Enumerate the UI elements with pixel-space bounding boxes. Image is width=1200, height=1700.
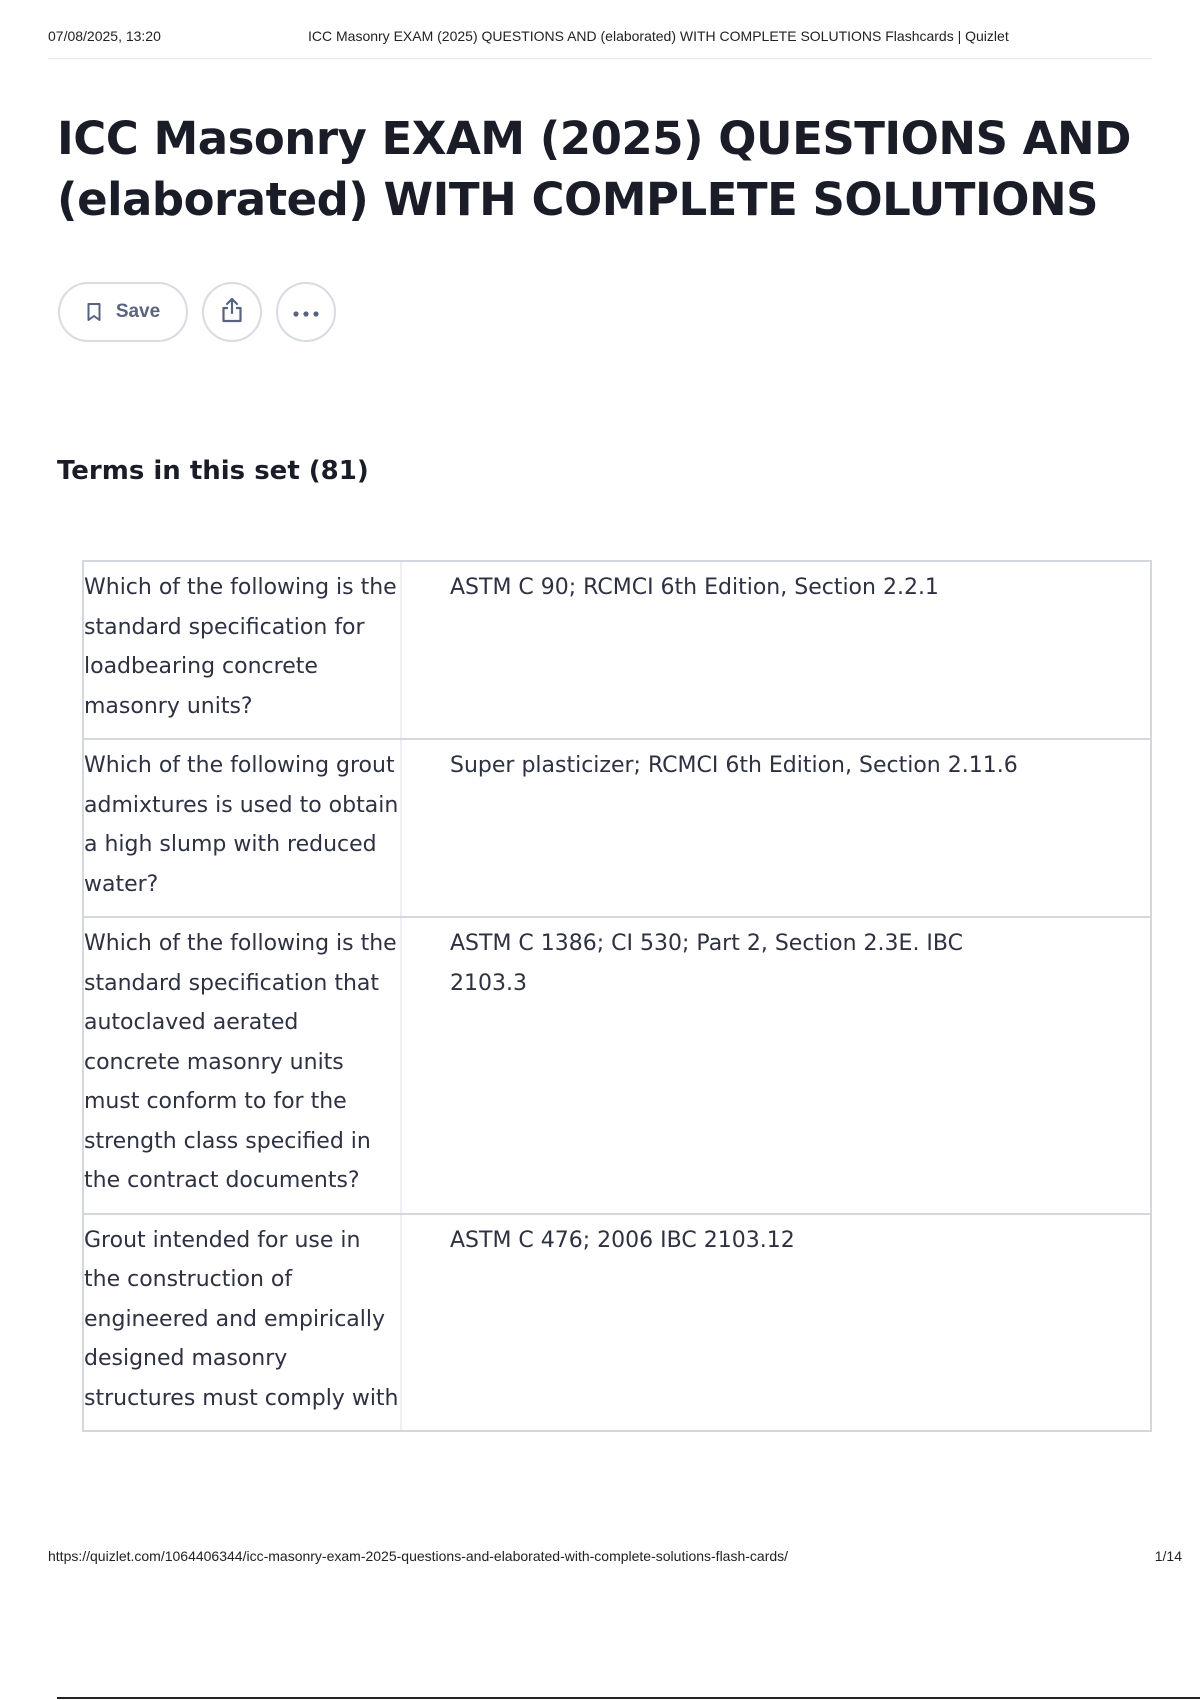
set-actions	[58, 282, 336, 342]
bookmark-icon	[86, 302, 102, 322]
save-button[interactable]	[58, 282, 188, 342]
page-bottom-divider	[57, 1697, 1200, 1699]
share-button[interactable]	[202, 282, 262, 342]
more-options-button[interactable]	[276, 282, 336, 342]
term-answer: ASTM C 476; 2006 IBC 2103.12	[450, 1227, 795, 1253]
print-footer	[48, 1548, 1182, 1570]
term-answer: ASTM C 1386; CI 530; Part 2, Section 2.3E. IBC 2103.3	[450, 931, 963, 996]
print-header	[48, 28, 1152, 52]
header-divider	[48, 58, 1152, 59]
save-button-label: Save	[115, 301, 161, 322]
term-question: Grout intended for use in the construction of engineered and empirically designed masonry structures must comply with	[84, 1215, 402, 1431]
terms-list	[82, 560, 1152, 1432]
page-title: ICC Masonry EXAM (2025) QUESTIONS AND (elaborated) WITH COMPLETE SOLUTIONS	[57, 112, 1132, 226]
page-number: 1/14	[1154, 1548, 1182, 1564]
more-horizontal-icon	[292, 303, 320, 322]
term-row	[84, 916, 1150, 1213]
print-document-title: ICC Masonry EXAM (2025) QUESTIONS AND (elaborated) WITH COMPLETE SOLUTIONS Flashcards | Quizlet	[308, 28, 1009, 44]
page-url: https://quizlet.com/1064406344/icc-masonry-exam-2025-questions-and-elaborated-with-complete-solutions-flash-cards/	[48, 1548, 789, 1564]
term-row	[84, 1213, 1150, 1431]
term-row	[84, 738, 1150, 916]
term-answer: ASTM C 90; RCMCI 6th Edition, Section 2.2.1	[450, 575, 939, 600]
terms-heading: Terms in this set (81)	[57, 456, 369, 486]
term-row	[84, 562, 1150, 738]
print-date: 07/08/2025, 13:20	[48, 28, 161, 44]
term-answer: Super plasticizer; RCMCI 6th Edition, Section 2.11.6	[450, 753, 1018, 778]
term-question: Which of the following is the standard specification for loadbearing concrete masonry units?	[84, 562, 402, 738]
term-question: Which of the following grout admixtures is used to obtain a high slump with reduced water?	[84, 740, 402, 916]
share-icon	[219, 296, 245, 328]
term-question: Which of the following is the standard specification that autoclaved aerated concrete masonry units must conform to for the strength class specified in the contract documents?	[84, 918, 402, 1213]
